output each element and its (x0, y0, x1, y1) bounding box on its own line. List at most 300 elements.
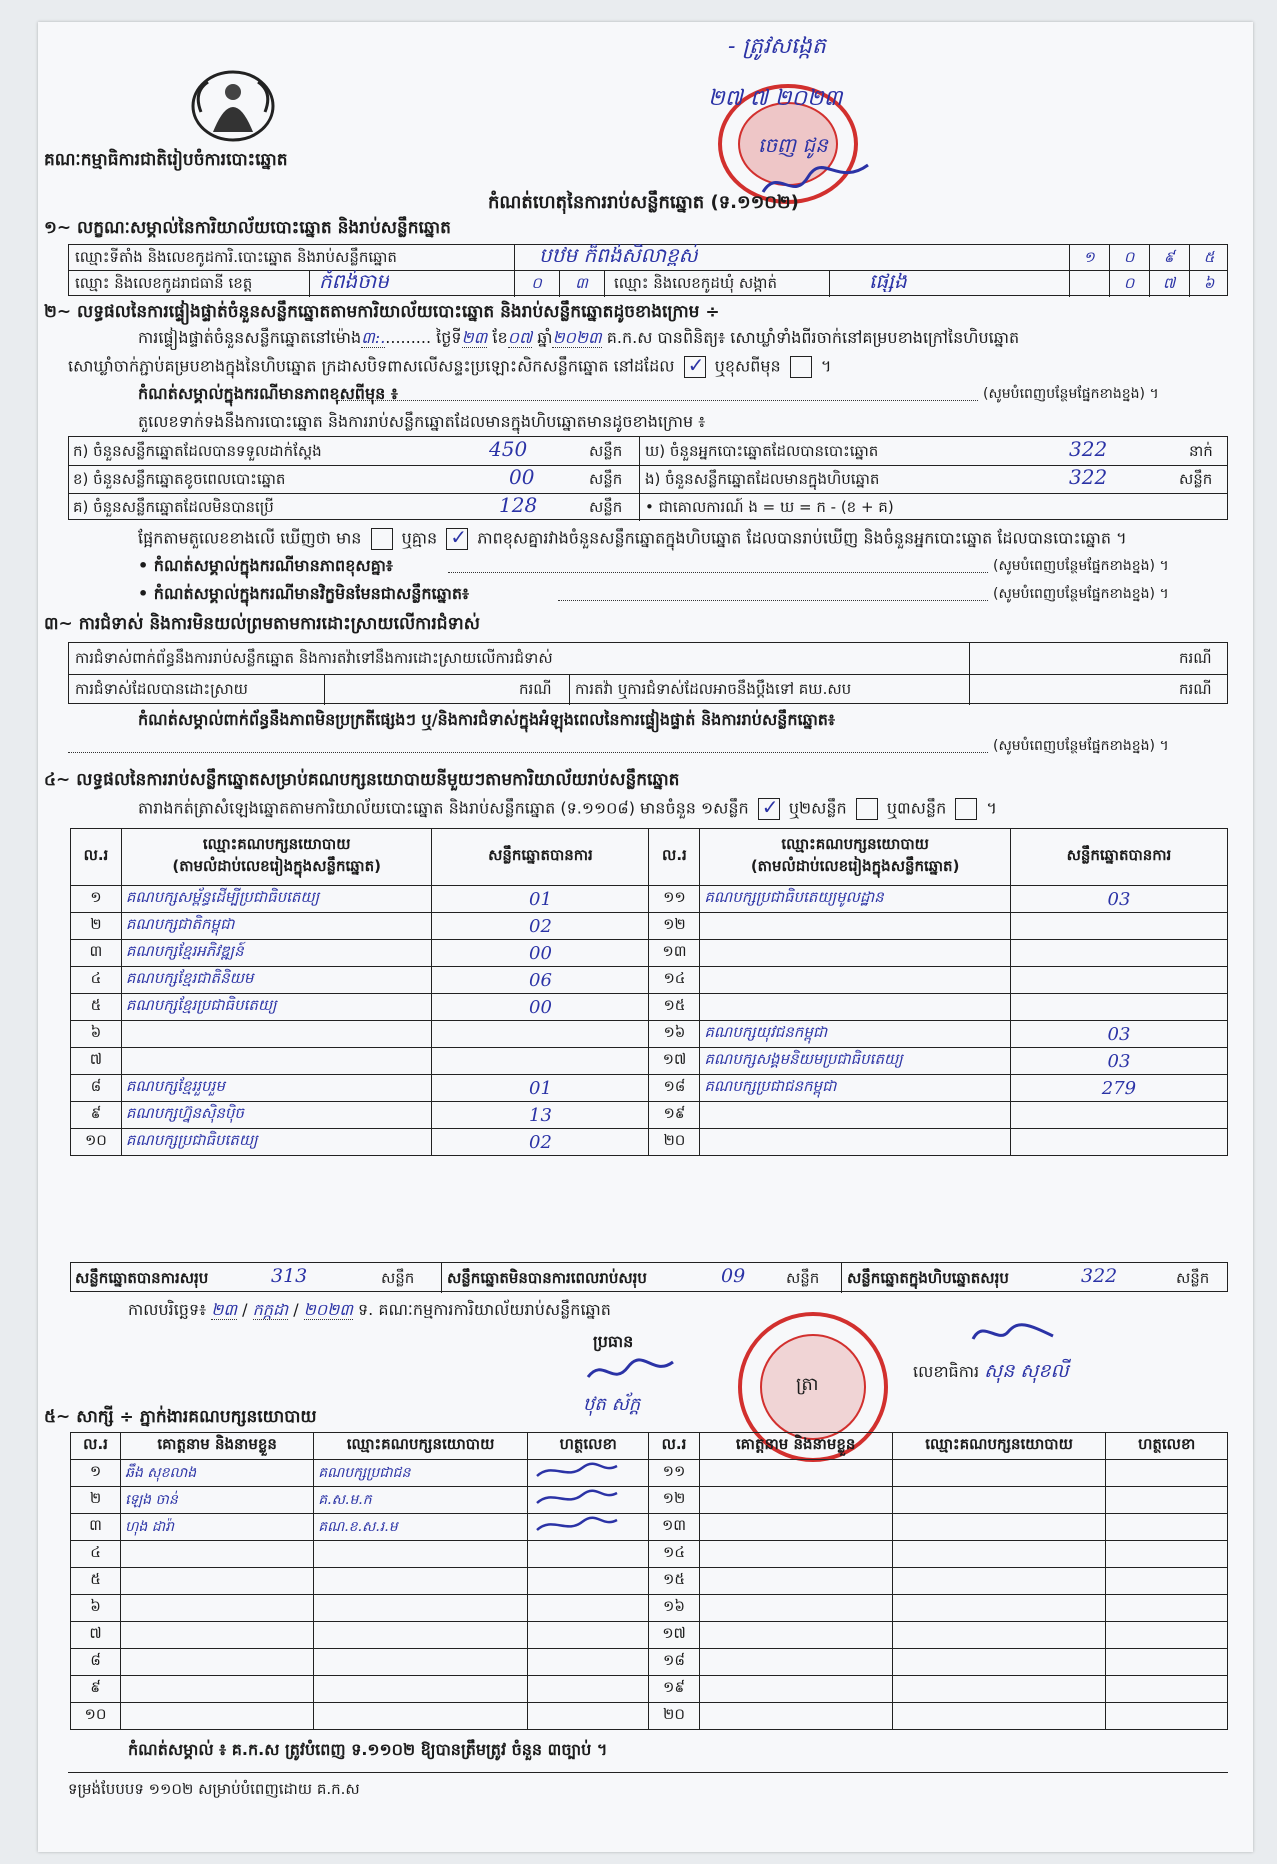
secretary-label: លេខាធិការ (913, 1362, 980, 1381)
witness-row (71, 1703, 1228, 1730)
sheets-line (138, 795, 997, 820)
invalid-total-unit: សន្លឹក (786, 1269, 820, 1287)
box-total-unit: សន្លឹក (1176, 1269, 1210, 1287)
witness-no: ៨ (71, 1649, 121, 1676)
witness-header-name-left: គោត្តនាម និងនាមខ្លួន (121, 1433, 314, 1460)
fig-b-unit: សន្លឹក (589, 470, 623, 488)
result-party (700, 1102, 1011, 1129)
witness-row (71, 1649, 1228, 1676)
witness-party: គ.ស.ម.ក (314, 1487, 528, 1514)
results-row (71, 994, 1228, 1021)
witness-row (71, 1487, 1228, 1514)
bullet-diff-note: • កំណត់សម្គាល់ក្នុងករណីមានភាពខុសគ្នា៖ (138, 556, 393, 575)
witness-signature (527, 1514, 649, 1541)
witness-signature (527, 1541, 649, 1568)
witness-party (314, 1703, 528, 1730)
appeal-unit: ករណី (1179, 680, 1212, 698)
witness-name (699, 1514, 892, 1541)
witness-no: ៣ (71, 1514, 121, 1541)
witness-party (314, 1568, 528, 1595)
witness-no: ១៧ (649, 1622, 699, 1649)
result-no: ១៥ (649, 994, 700, 1021)
verify-line: ការផ្ទៀងផ្ទាត់ចំនួនសន្លឹកឆ្នោតនៅម៉ោង៣:.......... ថ្ងៃទី២៣ ខែ០៧ ឆ្នាំ២០២៣ គ.ក.ស បានពិនិត្យ៖ សោឃ្លាំទាំងពីរចាក់នៅគម្របខាងក្រៅនៃហិបឆ្នោត (138, 328, 1020, 347)
resolved-unit: ករណី (519, 680, 552, 698)
date-tail: ទ. គណៈកម្មការការិយាល័យរាប់សន្លឹកឆ្នោត (357, 1300, 611, 1319)
commune-code-2: ៧ (1162, 274, 1176, 292)
valid-total-value: 313 (271, 1265, 308, 1287)
verify-year: ២០២៣ (552, 328, 602, 347)
witness-party (892, 1568, 1106, 1595)
invalid-total-label: សន្លឹកឆ្នោតមិនបានការពេលរាប់សរុប (447, 1269, 647, 1287)
result-no: ៧ (71, 1048, 122, 1075)
witness-name: ហុង ដារ៉ា (121, 1514, 314, 1541)
fig-c-unit: សន្លឹក (589, 498, 623, 516)
note-diff-hint: (សូមបំពេញបន្ថែមផ្នែកខាងខ្នង) ។ (983, 386, 1159, 402)
results-row (71, 1021, 1228, 1048)
witness-name (699, 1541, 892, 1568)
witness-party: គណបក្សប្រជាជន (314, 1460, 528, 1487)
witness-party (892, 1622, 1106, 1649)
party-col-subtitle: (តាមលំដាប់លេខរៀងក្នុងសន្លឹកឆ្នោត) (750, 857, 960, 875)
one-sheet-checkbox[interactable]: ✓ (758, 798, 780, 820)
results-header-votes-left: សន្លឹកឆ្នោតបានការ (432, 829, 649, 886)
sheets-tail: ។ (986, 798, 997, 818)
form-title: កំណត់ហេតុនៃការរាប់សន្លឹកឆ្នោត (ទ.១១០២) (488, 192, 799, 213)
verify-hour: ៣:. (361, 328, 386, 347)
witness-header-party-right: ឈ្មោះគណបក្សនយោបាយ (892, 1433, 1106, 1460)
witness-party (314, 1622, 528, 1649)
date-line: កាលបរិច្ឆេទ៖ ២៣ / កក្កដា / ២០២៣ ទ. គណៈកម្មការការិយាល័យរាប់សន្លឹកឆ្នោត (128, 1300, 611, 1319)
witness-row (71, 1514, 1228, 1541)
footer-note: ទម្រង់បែបបទ ១១០២ សម្រាប់បំពេញដោយ គ.ក.ស (68, 1780, 360, 1798)
two-sheets-checkbox[interactable] (856, 798, 878, 820)
result-votes (1010, 1129, 1227, 1156)
compare-line (138, 525, 1127, 550)
witness-party (892, 1514, 1106, 1541)
result-no: ១ (71, 886, 122, 913)
result-no: ២០ (649, 1129, 700, 1156)
results-header-votes-right: សន្លឹកឆ្នោតបានការ (1010, 829, 1227, 886)
result-votes: 06 (432, 967, 649, 994)
witness-no: ៧ (71, 1622, 121, 1649)
witness-signature (1106, 1595, 1228, 1622)
party-col-title: ឈ្មោះគណបក្សនយោបាយ (781, 835, 929, 853)
top-stamp-note: - ត្រូវសង្កេត (728, 34, 826, 59)
verify-year-label: ឆ្នាំ (537, 328, 553, 347)
compare-text: ផ្អែកតាមតួលេខខាងលើ ឃើញថា មាន (138, 528, 362, 548)
complaints-label: ការជំទាស់ពាក់ព័ន្ធនឹងការរាប់សន្លឹកឆ្នោត និងការតវ៉ាទៅនឹងការដោះស្រាយលើការជំទាស់ (75, 649, 553, 667)
section1-table (68, 244, 1228, 296)
witness-name (699, 1703, 892, 1730)
witness-party (314, 1595, 528, 1622)
witness-party (892, 1703, 1106, 1730)
fig-a-label: ក) ចំនួនសន្លឹកឆ្នោតដែលបានទទួលដាក់ស្តែង (73, 442, 322, 460)
result-party: គណបក្សខ្មែរអភិវឌ្ឍន៍ (121, 940, 432, 967)
changed-checkbox[interactable] (790, 356, 812, 378)
verify-time-label: ការផ្ទៀងផ្ទាត់ចំនួនសន្លឹកឆ្នោតនៅម៉ោង (138, 328, 362, 347)
witness-name (121, 1622, 314, 1649)
witness-name (699, 1595, 892, 1622)
results-row (71, 913, 1228, 940)
province-code-1: ០ (531, 274, 542, 292)
witness-no: ១៩ (649, 1676, 699, 1703)
witness-no: ៥ (71, 1568, 121, 1595)
witness-footnote: កំណត់សម្គាល់ ៖ គ.ក.ស ត្រូវបំពេញ ទ.១១០២ ឱ្យបានត្រឹមត្រូវ ចំនួន ៣ច្បាប់ ។ (128, 1740, 608, 1759)
result-party: គណបក្សខ្មែរប្រជាធិបតេយ្យ (121, 994, 432, 1021)
party-col-title: ឈ្មោះគណបក្សនយោបាយ (202, 835, 351, 853)
fig-e-value: 322 (1069, 466, 1108, 488)
witness-no: ១៥ (649, 1568, 699, 1595)
results-header-no-left: ល.រ (71, 829, 122, 886)
witness-signature (1106, 1703, 1228, 1730)
figures-table (68, 436, 1228, 520)
result-votes: 02 (432, 1129, 649, 1156)
org-name: គណៈកម្មាធិការជាតិរៀបចំការបោះឆ្នោត (44, 150, 288, 170)
result-no: ៩ (71, 1102, 122, 1129)
result-party: គណបក្សប្រជាធិបតេយ្យមូលដ្ឋាន (700, 886, 1011, 913)
results-row (71, 967, 1228, 994)
result-no: ១៣ (649, 940, 700, 967)
result-no: ១០ (71, 1129, 122, 1156)
witness-row (71, 1541, 1228, 1568)
witness-signature (527, 1595, 649, 1622)
section1-heading: ១~ លក្ខណៈសម្គាល់នៃការិយាល័យបោះឆ្នោត និងរាប់សន្លឹកឆ្នោត (44, 218, 451, 238)
result-party: គណបក្សជាតិកម្ពុជា (121, 913, 432, 940)
witness-no: ១២ (649, 1487, 699, 1514)
date-day: ២៣ (211, 1300, 237, 1319)
witness-party (892, 1487, 1106, 1514)
result-party (700, 1129, 1011, 1156)
witness-signature (527, 1622, 649, 1649)
party-col-subtitle: (តាមលំដាប់លេខរៀងក្នុងសន្លឹកឆ្នោត) (172, 857, 381, 875)
result-no: ២ (71, 913, 122, 940)
result-party (700, 913, 1011, 940)
date-year: ២០២៣ (303, 1300, 353, 1319)
section2-heading: ២~ លទ្ធផលនៃការផ្ទៀងផ្ទាត់ចំនួនសន្លឹកឆ្នោតតាមការិយាល័យបោះឆ្នោត និងរាប់សន្លឹកឆ្នោតដូចខាងក្រោម ÷ (44, 302, 720, 322)
result-votes (1010, 967, 1227, 994)
figures-intro: តួលេខទាក់ទងនឹងការបោះឆ្នោត និងការរាប់សន្លឹកឆ្នោតដែលមានក្នុងហិបឆ្នោតមានដូចខាងក្រោម ៖ (138, 412, 706, 431)
result-no: ១៧ (649, 1048, 700, 1075)
result-votes (432, 1021, 649, 1048)
totals-row (70, 1262, 1228, 1292)
witness-row (71, 1460, 1228, 1487)
fig-c-label: គ) ចំនួនសន្លឹកឆ្នោតដែលមិនបានប្រើ (73, 498, 274, 516)
verify-day-label: ថ្ងៃទី (436, 328, 462, 347)
irregularity-line (68, 752, 988, 753)
results-header-party-left (121, 829, 432, 886)
result-votes: 02 (432, 913, 649, 940)
witness-party (892, 1649, 1106, 1676)
fig-principle: • ជាគោលការណ៍ ង = ឃ = ក - (ខ + គ) (645, 498, 894, 516)
witness-table (70, 1432, 1228, 1730)
witness-no: ១០ (71, 1703, 121, 1730)
secretary-signature (968, 1314, 1058, 1350)
results-header-no-right: ល.រ (649, 829, 700, 886)
result-no: ៦ (71, 1021, 122, 1048)
date-label: កាលបរិច្ឆេទ៖ (128, 1300, 207, 1319)
three-sheets-label: ឬ៣សន្លឹក (886, 798, 947, 818)
fig-c-value: 128 (499, 494, 538, 516)
commune-code-3: ៦ (1203, 274, 1215, 292)
location-code-1: ១ (1083, 248, 1095, 266)
diff-yes-checkbox[interactable] (371, 528, 393, 550)
witness-row (71, 1568, 1228, 1595)
result-party (700, 994, 1011, 1021)
witness-signature (1106, 1649, 1228, 1676)
witness-name (699, 1649, 892, 1676)
fig-a-unit: សន្លឹក (589, 442, 623, 460)
witness-no: ៩ (71, 1676, 121, 1703)
president-name: ឋុត ស័ក្ត (583, 1394, 641, 1415)
results-row (71, 1075, 1228, 1102)
date-month: កក្កដា (252, 1300, 289, 1319)
president-signature (583, 1352, 683, 1392)
commune-label: ឈ្មោះ និងលេខកូដឃុំ សង្កាត់ (614, 274, 777, 292)
witness-row (71, 1595, 1228, 1622)
valid-total-label: សន្លឹកឆ្នោតបានការសរុប (75, 1269, 209, 1287)
witness-no: ៤ (71, 1541, 121, 1568)
witness-no: ១៤ (649, 1541, 699, 1568)
result-no: ៤ (71, 967, 122, 994)
result-party: គណបក្សខ្មែរជាតិនិយម (121, 967, 432, 994)
witness-name (121, 1541, 314, 1568)
fig-b-value: 00 (509, 466, 535, 488)
fig-b-label: ខ) ចំនួនសន្លឹកឆ្នោតខូចពេលបោះឆ្នោត (73, 470, 286, 488)
witness-no: ១១ (649, 1460, 699, 1487)
witness-no: ៦ (71, 1595, 121, 1622)
province-code-2: ៣ (575, 274, 588, 292)
witness-signature (1106, 1676, 1228, 1703)
witness-signature (527, 1568, 649, 1595)
witness-row (71, 1676, 1228, 1703)
diff-no-checkbox[interactable]: ✓ (446, 528, 468, 550)
result-no: ៥ (71, 994, 122, 1021)
result-party (700, 940, 1011, 967)
witness-party (892, 1460, 1106, 1487)
result-party: គណបក្សសម្ព័ន្ធដើម្បីប្រជាធិបតេយ្យ (121, 886, 432, 913)
fig-e-unit: សន្លឹក (1179, 470, 1213, 488)
party-results-table (70, 828, 1228, 1156)
province-label: ឈ្មោះ និងលេខកូដរាជធានី ខេត្ត (75, 274, 253, 292)
result-party: គណបក្សប្រជាធិបតេយ្យ (121, 1129, 432, 1156)
box-total-label: សន្លឹកឆ្នោតក្នុងហិបឆ្នោតសរុប (847, 1269, 1009, 1287)
result-votes (1010, 913, 1227, 940)
two-sheets-label: ឬ២សន្លឹក (788, 798, 847, 818)
witness-name (121, 1676, 314, 1703)
results-row (71, 886, 1228, 913)
witness-party (892, 1595, 1106, 1622)
result-votes: 01 (432, 1075, 649, 1102)
section3-heading: ៣~ ការជំទាស់ និងការមិនយល់ព្រមតាមការដោះស្រាយលើការជំទាស់ (44, 614, 480, 634)
witness-row (71, 1622, 1228, 1649)
results-row (71, 940, 1228, 967)
witness-no: ១ (71, 1460, 121, 1487)
witness-no: ២០ (649, 1703, 699, 1730)
national-emblem-logo (183, 62, 283, 144)
result-no: ៨ (71, 1075, 122, 1102)
fig-d-unit: នាក់ (1189, 442, 1213, 460)
result-party: គណបក្សប្រជាជនកម្ពុជា (700, 1075, 1011, 1102)
bullet-invalid-line (558, 600, 988, 601)
fig-a-value: 450 (489, 438, 528, 460)
location-code-2: ០ (1123, 248, 1135, 266)
witness-signature-mark (532, 1460, 622, 1482)
verify-month-label: ខែ (492, 328, 508, 347)
result-votes: 279 (1010, 1075, 1227, 1102)
fig-d-value: 322 (1069, 438, 1108, 460)
witness-signature-mark (532, 1487, 622, 1509)
witness-party: គណ.ខ.ស.រ.ម (314, 1514, 528, 1541)
footer-divider (68, 1772, 1228, 1773)
results-row (71, 1129, 1228, 1156)
result-no: ១៩ (649, 1102, 700, 1129)
irregularity-note: កំណត់សម្គាល់ពាក់ព័ន្ធនឹងភាពមិនប្រក្រតីផ្សេងៗ ឬ/និងការជំទាស់ក្នុងអំឡុងពេលនៃការផ្ទៀងផ្ទាត់ និងការរាប់សន្លឹកឆ្នោត៖ (138, 710, 835, 729)
province-value: កំពង់ចាម (319, 270, 389, 292)
location-code-4: ៥ (1203, 248, 1215, 266)
result-party: គណបក្សយុវជនកម្ពុជា (700, 1021, 1011, 1048)
result-votes: 01 (432, 886, 649, 913)
witness-signature (1106, 1514, 1228, 1541)
witness-header-party-left: ឈ្មោះគណបក្សនយោបាយ (314, 1433, 528, 1460)
witness-name (121, 1595, 314, 1622)
witness-party (314, 1541, 528, 1568)
top-stamp-date: ២៧ ៧ ២០២៣ (708, 86, 843, 111)
location-value: បឋម ក៏ពង់សិលាខ្ពស់ (539, 244, 698, 266)
witness-signature (527, 1649, 649, 1676)
witness-name (699, 1622, 892, 1649)
secretary-name: សុន សុខលី (984, 1360, 1069, 1382)
diff-no-label: ឬគ្មាន (401, 528, 438, 548)
witness-name (121, 1568, 314, 1595)
witness-signature (527, 1487, 649, 1514)
unchanged-checkbox[interactable]: ✓ (684, 356, 706, 378)
witness-no: ១៨ (649, 1649, 699, 1676)
result-party (121, 1021, 432, 1048)
three-sheets-checkbox[interactable] (955, 798, 977, 820)
result-party (700, 967, 1011, 994)
witness-signature (1106, 1460, 1228, 1487)
note-diff-label: កំណត់សម្គាល់ក្នុងករណីមានភាពខុសពីមុន ៖ (138, 384, 398, 403)
bullet-invalid-hint: (សូមបំពេញបន្ថែមផ្នែកខាងខ្នង) ។ (993, 586, 1169, 602)
results-header-party-right (700, 829, 1011, 886)
witness-signature (527, 1703, 649, 1730)
result-votes (1010, 940, 1227, 967)
location-code-3: ៩ (1163, 248, 1175, 266)
witness-signature (527, 1676, 649, 1703)
verify-month: ០៧ (507, 328, 533, 347)
commune-code-1: ០ (1123, 274, 1135, 292)
result-no: ១៦ (649, 1021, 700, 1048)
witness-name: ឆឹង សុខលាង (121, 1460, 314, 1487)
witness-signature (527, 1460, 649, 1487)
complaints-table (68, 642, 1228, 704)
note-diff-line (338, 400, 978, 401)
form-sheet (38, 22, 1253, 1852)
result-no: ១៨ (649, 1075, 700, 1102)
invalid-total-value: 09 (721, 1265, 746, 1287)
bullet-diff-line (448, 572, 988, 573)
result-party: គណបក្សហ្វ៊ុនស៊ិនប៉ិច (121, 1102, 432, 1129)
result-votes (432, 1048, 649, 1075)
witness-party (892, 1676, 1106, 1703)
irregularity-hint: (សូមបំពេញបន្ថែមផ្នែកខាងខ្នង) ។ (993, 738, 1169, 754)
top-stamp-sign-note: ចេញ ជូន (758, 133, 828, 157)
section5-heading: ៥~ សាក្សី ÷ ភ្នាក់ងារគណបក្សនយោបាយ (44, 1407, 317, 1427)
witness-signature (1106, 1568, 1228, 1595)
witness-party (314, 1676, 528, 1703)
valid-total-unit: សន្លឹក (381, 1269, 415, 1287)
bullet-invalid-note: • កំណត់សម្គាល់ក្នុងករណីមានវិក្ខមិនមែនជាសន្លឹកឆ្នោត៖ (138, 584, 470, 603)
witness-name (699, 1568, 892, 1595)
witness-name (121, 1649, 314, 1676)
witness-header-sign-right: ហត្ថលេខា (1106, 1433, 1228, 1460)
witness-name (699, 1676, 892, 1703)
results-row (71, 1102, 1228, 1129)
result-party: គណបក្សខ្មែររួបរួម (121, 1075, 432, 1102)
witness-no: ១៦ (649, 1595, 699, 1622)
seal-line (68, 353, 832, 378)
changed-label: ឬខុសពីមុន (714, 356, 781, 376)
bullet-diff-hint: (សូមបំពេញបន្ថែមផ្នែកខាងខ្នង) ។ (993, 558, 1169, 574)
commune-value: ផ្សេង (869, 270, 907, 292)
president-label: ប្រធាន (593, 1332, 634, 1351)
result-votes: 00 (432, 994, 649, 1021)
secretary-line (913, 1360, 1069, 1384)
appeal-label: ការតវ៉ា ឬការជំទាស់ដែលអាចនឹងប្តឹងទៅ គឃ.សប (575, 680, 852, 698)
result-votes: 13 (432, 1102, 649, 1129)
location-label: ឈ្មោះទីតាំង និងលេខកូដការិ.បោះឆ្នោត និងរាប់សន្លឹកឆ្នោត (75, 248, 397, 266)
fig-d-label: ឃ) ចំនួនអ្នកបោះឆ្នោតដែលបានបោះឆ្នោត (645, 442, 879, 460)
fig-e-label: ង) ចំនួនសន្លឹកឆ្នោតដែលមានក្នុងហិបឆ្នោត (645, 470, 880, 488)
witness-name: ឡេង ចាន់ (121, 1487, 314, 1514)
witness-header-no-left: ល.រ (71, 1433, 121, 1460)
witness-signature (1106, 1487, 1228, 1514)
result-no: ៣ (71, 940, 122, 967)
witness-party (314, 1649, 528, 1676)
result-no: ១៤ (649, 967, 700, 994)
result-votes (1010, 1102, 1227, 1129)
stamp-label: ត្រា (796, 1374, 819, 1395)
result-no: ១១ (649, 886, 700, 913)
witness-header-no-right: ល.រ (649, 1433, 699, 1460)
verify-checked-text: គ.ក.ស បានពិនិត្យ៖ សោឃ្លាំទាំងពីរចាក់នៅគម្របខាងក្រៅនៃហិបឆ្នោត (606, 328, 1020, 347)
seal-tail: ។ (820, 356, 832, 376)
witness-signature (1106, 1541, 1228, 1568)
verify-day: ២៣ (461, 328, 488, 347)
sheets-text: តារាងកត់ត្រាសំឡេងឆ្នោតតាមការិយាល័យបោះឆ្នោត និងរាប់សន្លឹកឆ្នោត (ទ.១១០៨) មានចំនួន ១សន្លឹក (138, 798, 749, 818)
result-votes: 00 (432, 940, 649, 967)
witness-name (699, 1460, 892, 1487)
witness-no: ១៣ (649, 1514, 699, 1541)
witness-name (699, 1487, 892, 1514)
result-party (121, 1048, 432, 1075)
resolved-label: ការជំទាស់ដែលបានដោះស្រាយ (75, 680, 248, 698)
complaints-unit: ករណី (1179, 649, 1212, 667)
result-party: គណបក្សសង្គមនិយមប្រជាធិបតេយ្យ (700, 1048, 1011, 1075)
result-votes: 03 (1010, 1021, 1227, 1048)
witness-no: ២ (71, 1487, 121, 1514)
result-no: ១២ (649, 913, 700, 940)
box-total-value: 322 (1081, 1265, 1118, 1287)
witness-header-name-right: គោត្តនាម និងនាមខ្លួន (699, 1433, 892, 1460)
result-votes: 03 (1010, 1048, 1227, 1075)
witness-party (892, 1541, 1106, 1568)
section4-heading: ៤~ លទ្ធផលនៃការរាប់សន្លឹកឆ្នោតសម្រាប់គណបក្សនយោបាយនីមួយៗតាមការិយាល័យរាប់សន្លឹកឆ្នោត (44, 770, 680, 790)
witness-signature-mark (532, 1514, 622, 1536)
compare-tail: ភាពខុសគ្នារវាងចំនួនសន្លឹកឆ្នោតក្នុងហិបឆ្នោត ដែលបានរាប់ឃើញ និងចំនួនអ្នកបោះឆ្នោត ដែលបានបោះឆ្នោត ។ (477, 528, 1127, 548)
witness-name (121, 1703, 314, 1730)
results-row (71, 1048, 1228, 1075)
